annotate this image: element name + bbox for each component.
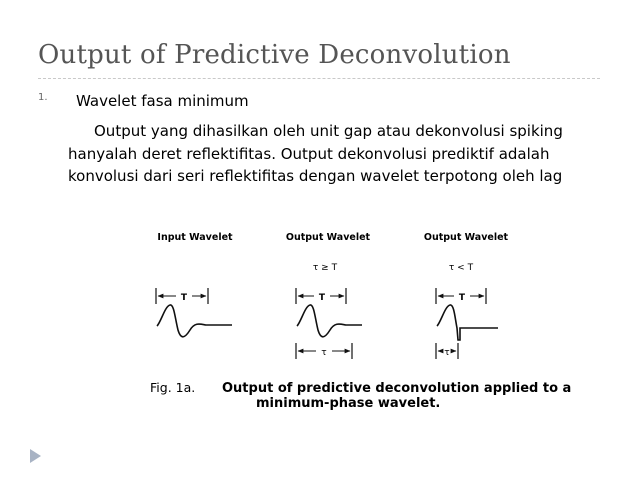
t-label: T bbox=[458, 293, 466, 303]
truncated-wavelet-curve bbox=[437, 305, 498, 340]
slide-bullet-arrow-icon bbox=[30, 449, 41, 463]
panel-title: Input Wavelet bbox=[157, 232, 233, 243]
output-wavelet-curve bbox=[297, 305, 362, 337]
figure-caption-line1: Output of predictive deconvolution applied to a bbox=[222, 381, 572, 396]
panel-input-wavelet bbox=[156, 232, 233, 337]
t-label: T bbox=[180, 293, 188, 303]
list-heading: Wavelet fasa minimum bbox=[76, 92, 249, 110]
panel-output-wavelet-short-lag bbox=[424, 232, 509, 359]
figure-caption-label: Fig. 1a. bbox=[150, 380, 196, 395]
tau-label: τ bbox=[444, 348, 450, 358]
input-wavelet-curve bbox=[157, 305, 232, 337]
t-label: T bbox=[318, 293, 326, 303]
panel-title: Output Wavelet bbox=[423, 232, 509, 243]
body-paragraph-text: Output yang dihasilkan oleh unit gap atau dekonvolusi spiking hanyalah deret reflektifitas. Output dekonvolusi prediktif adalah konvolusi dari seri reflektifitas dengan wavelet terpotong oleh lag bbox=[68, 122, 563, 185]
lag-condition: τ ≥ T bbox=[312, 263, 338, 273]
tau-label: τ bbox=[321, 348, 327, 358]
panel-output-wavelet-long-lag bbox=[286, 232, 371, 359]
figure-caption-line2: minimum-phase wavelet. bbox=[256, 396, 441, 411]
list-number: 1. bbox=[38, 92, 48, 103]
panel-title: Output Wavelet bbox=[285, 232, 371, 243]
slide-title: Output of Predictive Deconvolution bbox=[38, 40, 511, 70]
lag-condition: τ < T bbox=[448, 263, 474, 273]
